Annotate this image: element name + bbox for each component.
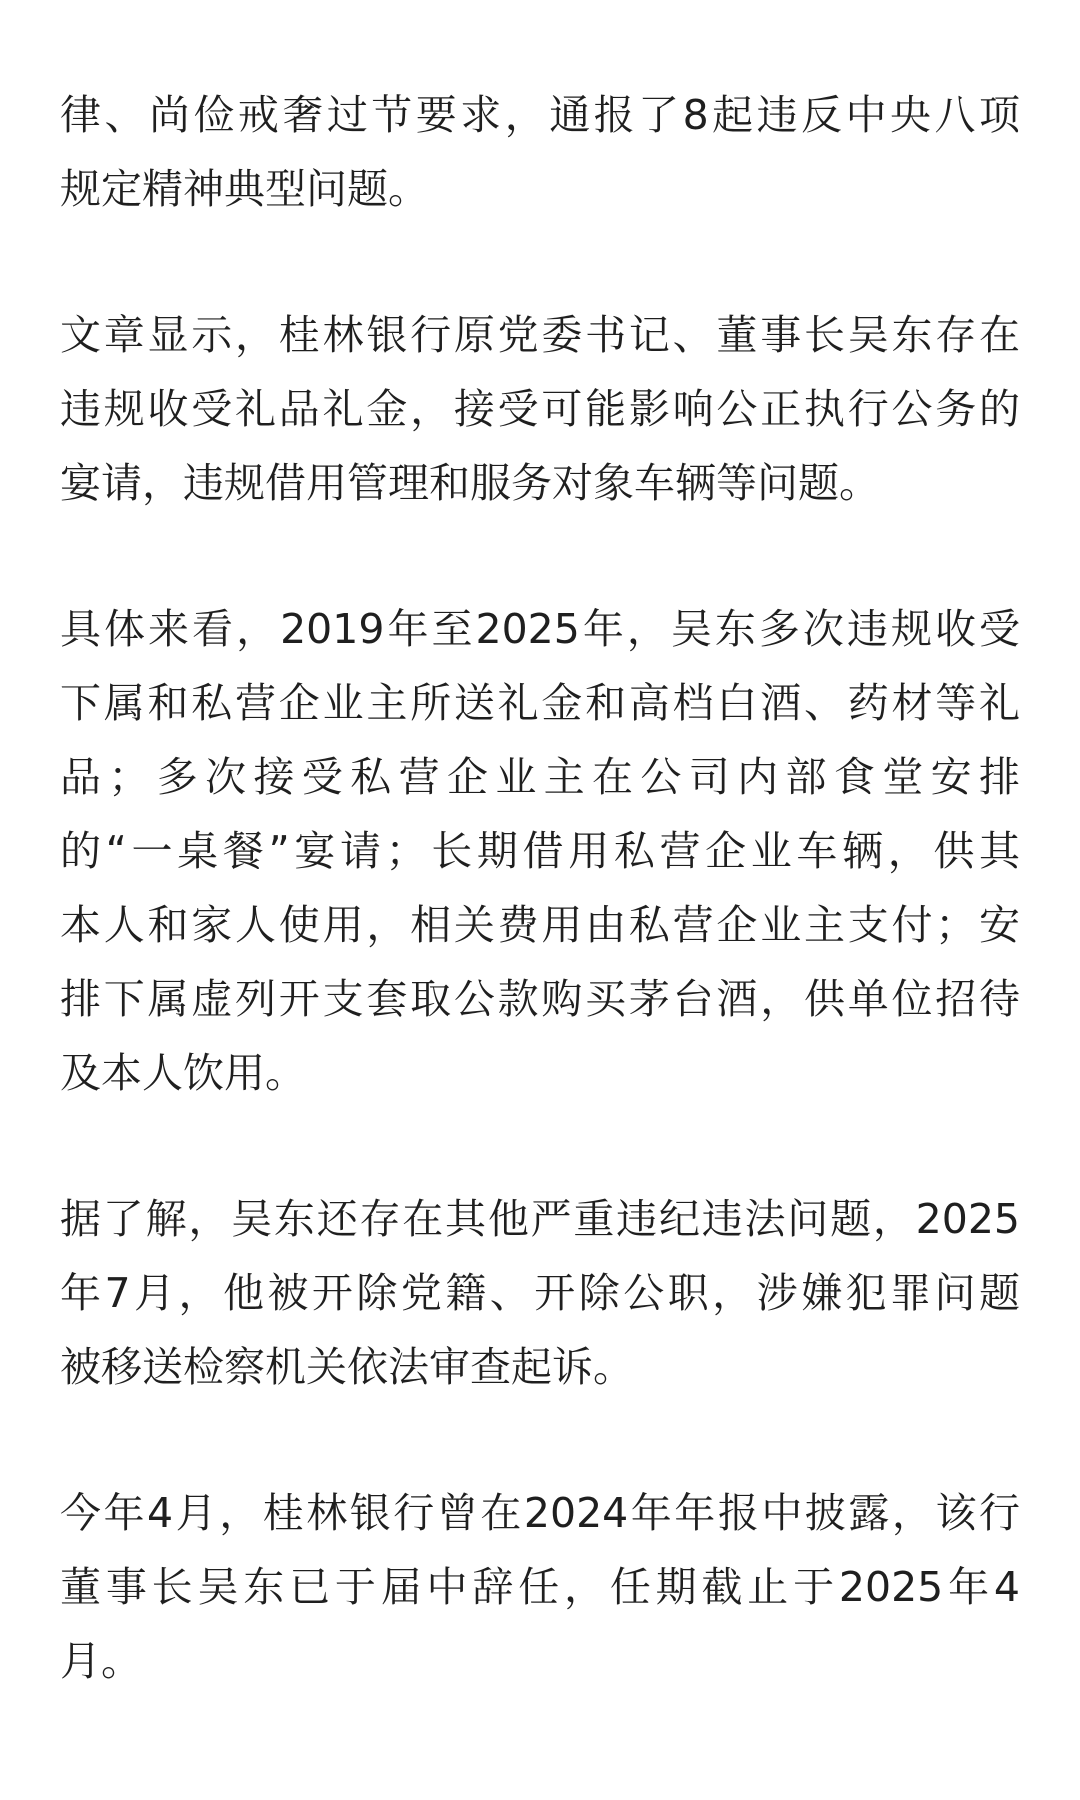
text-line: 及本人饮用。 xyxy=(60,1049,306,1097)
paragraph-2 xyxy=(60,298,1020,520)
text-line: 律、尚俭戒奢过节要求，通报了8起违反中央八项 xyxy=(60,91,1020,139)
text-line: 下属和私营企业主所送礼金和高档白酒、药材等礼 xyxy=(60,679,1020,727)
text-line: 排下属虚列开支套取公款购买茅台酒，供单位招待 xyxy=(60,975,1020,1023)
text-line: 规定精神典型问题。 xyxy=(60,165,429,213)
text-line: 的“一桌餐”宴请；长期借用私营企业车辆，供其 xyxy=(60,827,1020,875)
text-line: 宴请，违规借用管理和服务对象车辆等问题。 xyxy=(60,459,880,507)
text-line: 品；多次接受私营企业主在公司内部食堂安排 xyxy=(60,753,1020,801)
paragraph-5 xyxy=(60,1476,1020,1698)
text-line: 董事长吴东已于届中辞任，任期截止于2025年4 xyxy=(60,1563,1020,1611)
text-line: 据了解，吴东还存在其他严重违纪违法问题，2025 xyxy=(60,1195,1020,1243)
text-line: 文章显示，桂林银行原党委书记、董事长吴东存在 xyxy=(60,311,1020,359)
text-line: 年7月，他被开除党籍、开除公职，涉嫌犯罪问题 xyxy=(60,1269,1020,1317)
paragraph-1 xyxy=(60,78,1020,226)
text-line: 具体来看，2019年至2025年，吴东多次违规收受 xyxy=(60,605,1020,653)
text-line: 本人和家人使用，相关费用由私营企业主支付；安 xyxy=(60,901,1020,949)
article-body xyxy=(60,78,1020,1698)
text-line: 月。 xyxy=(60,1637,142,1685)
text-line: 违规收受礼品礼金，接受可能影响公正执行公务的 xyxy=(60,385,1020,433)
paragraph-4 xyxy=(60,1182,1020,1404)
text-line: 被移送检察机关依法审查起诉。 xyxy=(60,1343,634,1391)
text-line: 今年4月，桂林银行曾在2024年年报中披露，该行 xyxy=(60,1489,1020,1537)
paragraph-3 xyxy=(60,592,1020,1110)
